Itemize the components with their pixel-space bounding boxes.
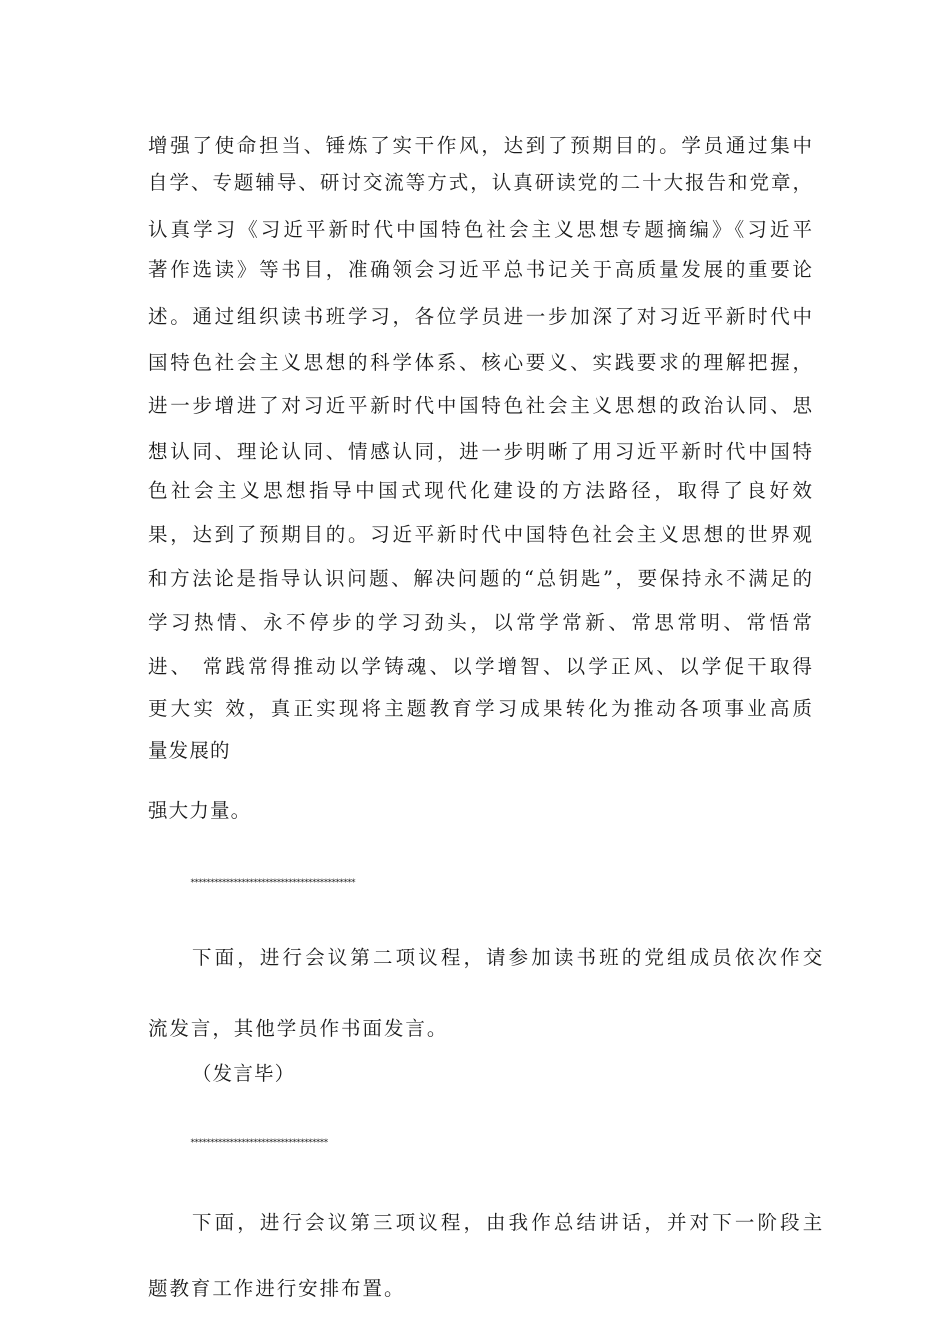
separator-asterisks: *********************************** — [190, 1138, 328, 1148]
body-text-line: 著作选读》等书目，准确领会习近平总书记关于高质量发展的重要论 — [148, 258, 812, 281]
separator-asterisks: ****************************************** — [190, 878, 355, 888]
speech-end-note: （发言毕） — [192, 1062, 296, 1085]
body-text-line: 自学、专题辅导、研讨交流等方式，认真研读党的二十大报告和党章， — [148, 171, 812, 194]
body-text-line: 述。通过组织读书班学习，各位学员进一步加深了对习近平新时代中 — [148, 305, 812, 328]
agenda-item-3-text: 题教育工作进行安排布置。 — [148, 1277, 406, 1300]
body-text-line: 和方法论是指导认识问题、解决问题的“总钥匙”，要保持永不满足的 — [148, 567, 812, 590]
body-text-line: 量发展的 — [148, 739, 231, 762]
body-text-line: 果，达到了预期目的。习近平新时代中国特色社会主义思想的世界观 — [148, 523, 812, 546]
body-text-line: 想认同、理论认同、情感认同，进一步明晰了用习近平新时代中国特 — [148, 440, 812, 463]
body-text-line: 进、 常践常得推动以学铸魂、以学增智、以学正风、以学促干取得 — [148, 655, 812, 678]
agenda-item-2-text: 流发言，其他学员作书面发言。 — [148, 1017, 449, 1040]
body-text-line: 色社会主义思想指导中国式现代化建设的方法路径，取得了良好效 — [148, 479, 812, 502]
body-text-line: 认真学习《习近平新时代中国特色社会主义思想专题摘编》《习近平 — [148, 218, 812, 241]
body-text-line: 学习热情、永不停步的学习劲头，以常学常新、常思常明、常悟常 — [148, 611, 812, 634]
paragraph-end-text: 强大力量。 — [148, 799, 252, 822]
agenda-item-3-text: 下面，进行会议第三项议程，由我作总结讲话，并对下一阶段主 — [192, 1211, 826, 1234]
body-text-line: 进一步增进了对习近平新时代中国特色社会主义思想的政治认同、思 — [148, 394, 812, 417]
body-text-line: 国特色社会主义思想的科学体系、核心要义、实践要求的理解把握， — [148, 351, 812, 374]
body-text-line: 更大实 效，真正实现将主题教育学习成果转化为推动各项事业高质 — [148, 697, 812, 720]
body-text-line: 增强了使命担当、锤炼了实干作风，达到了预期目的。学员通过集中 — [148, 134, 812, 157]
agenda-item-2-text: 下面，进行会议第二项议程，请参加读书班的党组成员依次作交 — [192, 946, 826, 969]
